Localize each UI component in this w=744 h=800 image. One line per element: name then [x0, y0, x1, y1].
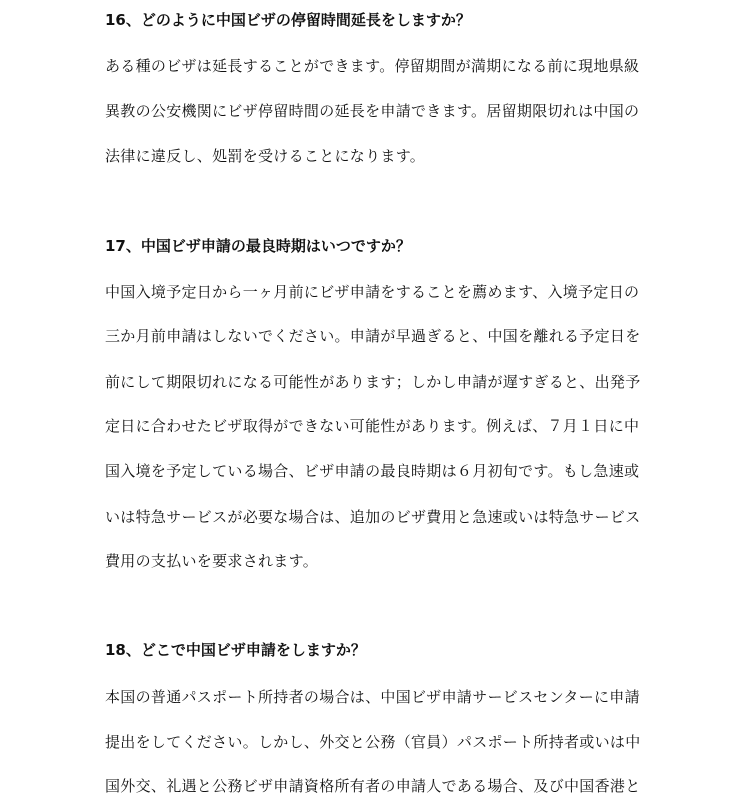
faq-16-line-2: 異教の公安機関にビザ停留時間の延長を申請できます。居留期限切れは中国の	[105, 102, 640, 120]
faq-17-line-3: 前にして期限切れになる可能性があります；しかし申請が遅すぎると、出発予	[105, 373, 641, 391]
faq-17-line-6: いは特急サービスが必要な場合は、追加のビザ費用と急速或いは特急サービス	[105, 508, 641, 526]
faq-16-line-3: 法律に違反し、処罰を受けることになります。	[105, 147, 426, 165]
faq-heading-18: 18、どこで中国ビザ申請をしますか？	[105, 641, 366, 659]
faq-17-line-7: 費用の支払いを要求されます。	[105, 552, 319, 570]
faq-18-line-2: 提出をしてください。しかし、外交と公務（官員）パスポート所持者或いは中	[105, 733, 641, 751]
faq-18-line-3: 国外交、礼遇と公務ビザ申請資格所有者の申請人である場合、及び中国香港と	[105, 777, 641, 795]
faq-17-line-2: 三か月前申請はしないでください。申請が早過ぎると、中国を離れる予定日を	[105, 327, 641, 345]
faq-16-line-1: ある種のビザは延長することができます。停留期間が満期になる前に現地県級	[105, 57, 640, 75]
faq-heading-17: 17、中国ビザ申請の最良時期はいつですか？	[105, 237, 411, 255]
faq-17-line-5: 国入境を予定している場合、ビザ申請の最良時期は６月初旬です。もし急速或	[105, 462, 640, 480]
faq-17-line-1: 中国入境予定日から一ヶ月前にビザ申請をすることを薦めます、入境予定日の	[105, 283, 640, 301]
faq-18-line-1: 本国の普通パスポート所持者の場合は、中国ビザ申請サービスセンターに申請	[105, 688, 640, 706]
faq-heading-16: 16、どのように中国ビザの停留時間延長をしますか？	[105, 11, 471, 29]
faq-17-line-4: 定日に合わせたビザ取得ができない可能性があります。例えば、７月１日に中	[105, 417, 640, 435]
